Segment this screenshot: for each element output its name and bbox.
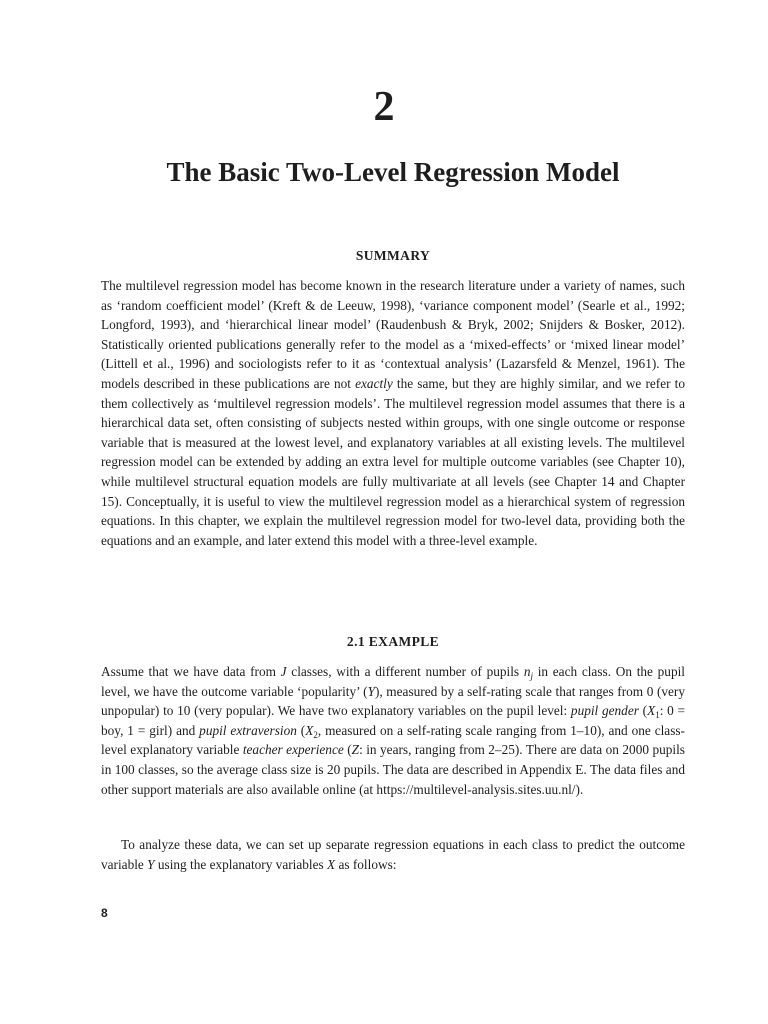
analysis-paragraph: To analyze these data, we can set up separate regression equations in each class to predict the outcome variable Y using the explanatory variables X as follows: [101,837,685,872]
example-heading: 2.1 EXAMPLE [346,634,440,649]
summary-paragraph: The multilevel regression model has become known in the research literature under a variety of names, such as ‘random coefficient model’ (Kreft & de Leeuw, 1998), ‘variance component model’ (Searle et al., 1992; Longford, 1993), and ‘hierarchical linear model’ (Raudenbush & Bryk, 2002; Snijders & Bosker, 2012). Statistically oriented publications generally refer to the model as a ‘mixed-effects’ or ‘mixed linear model’ (Littell et al., 1996) and sociologists refer to it as ‘contextual analysis’ (Lazarsfeld & Menzel, 1961). The models described in these publications are not exactly the same, but they are highly similar, and we refer to them collectively as ‘multilevel regression models’. The multilevel regression model assumes that there is a hierarchical data set, often consisting of subjects nested within groups, with one single outcome or response variable that is measured at the lowest level, and explanatory variables at all existing levels. The multilevel regression model can be extended by adding an extra level for multiple outcome variables (see Chapter 10), while multilevel structural equation models are fully multivariate at all levels (see Chapter 14 and Chapter 15). Conceptually, it is useful to view the multilevel regression model as a hierarchical system of regression equations. In this chapter, we explain the multilevel regression model for two-level data, providing both the equations and an example, and later extend this model with a three-level example. [101,278,685,548]
chapter-title: The Basic Two-Level Regression Model [166,157,620,187]
page-number: 8 [101,906,108,920]
example-paragraph: Assume that we have data from J classes, with a different number of pupils $n_j$ in each class. On the pupil level, we have the outcome variable ‘popularity’ (Y), measured by a self-rating scale that ranges from 0 (very unpopular) to 10 (very popular). We have two explanatory variables on the pupil level: pupil gender ($X_1$: 0 = boy, 1 = girl) and pupil extraversion ($X_2$, measured on a self-rating scale ranging from 1–10), and one class-level explanatory variable teacher experience (Z: in years, ranging from 2–25). There are data on 2000 pupils in 100 classes, so the average class size is 20 pupils. The data are described in Appendix E. The data files and other support materials are also available online (at https://multilevel-analysis.sites.uu.nl/). [101,664,685,797]
chapter-number: 2 [373,84,395,130]
summary-heading: SUMMARY [355,248,431,263]
